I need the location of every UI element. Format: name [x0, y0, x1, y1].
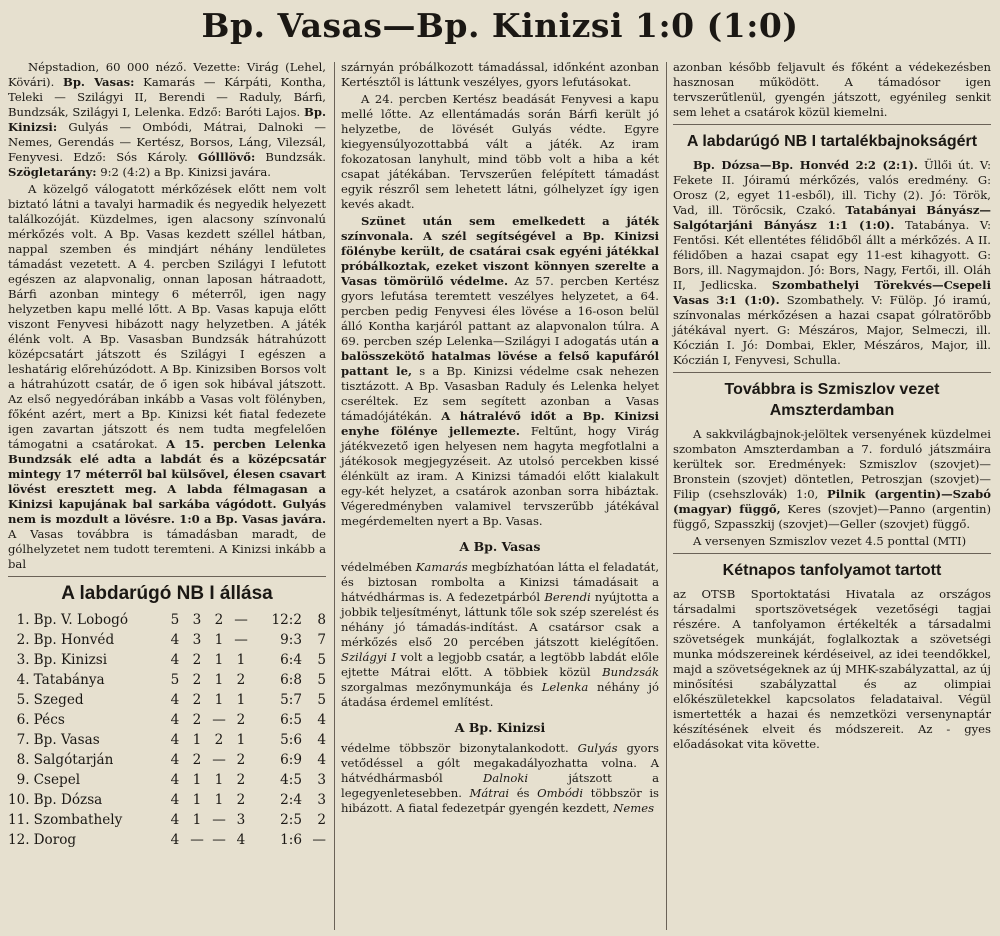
standings-cell-pts: 2 — [317, 811, 326, 828]
standings-cell-goals: 12:2 — [271, 611, 302, 628]
text-run: nyújtotta a jobbik teljesítményt, láttunk tőle sok szép szerelést és néhány jó támadás-indítást. A csatársor csak a mérkőzés első 20 percében játszott kielégítően. — [341, 590, 660, 649]
standings-cell-d: — — [212, 751, 226, 768]
text-run: Berendi — [544, 590, 591, 604]
kinizsi-review-continued — [673, 60, 991, 120]
standings-cell-pos: 9. — [16, 771, 30, 788]
standings-cell-pos: 2. — [16, 631, 30, 648]
text-run: Az 57. percben Kertész gyors lefutása teremtett veszélyes helyzetet, a 64. percben pedig Fenyvesi éles lövése a 16-oson belül álló Kontha karjáról pattant az alapvonalon túlra. A 69. percben szép Lelenka—Szilágyi I adogatás után — [341, 274, 659, 348]
course-title: Kétnapos tanfolyamot tartott — [722, 562, 942, 579]
standings-cell-d: 1 — [214, 651, 224, 668]
chess-title: Továbbra is Szmiszlov vezet Amszterdamban — [724, 381, 940, 419]
standings-cell-pos: 7. — [16, 731, 30, 748]
text-run: Népstadion, 60 000 néző. Vezette: Virág (Lehel, Kövári). — [8, 60, 326, 89]
text-run: Szombathely. V: Fülöp. Jó iramú, színvonalas mérkőzésen a hazai csapat gólratörőbb játékával nyert. G: Mészáros, Major, Selmeczi, ill. Kóczián I. Jó: Dombai, Ekler, Mészáros, Major, ill. Kóczián I, Fenyvesi, Schulla. — [673, 293, 992, 367]
text-run: Keres (szovjet)—Panno (argentin) függő, Szpasszkij (szovjet)—Geller (szovjet) függő. — [673, 502, 991, 531]
text-run: Gólllövő: — [197, 150, 256, 164]
text-run: s a Bp. Kinizsi védelme csak nehezen tisztázott. A Bp. Vasasban Raduly és Lelenka helyet cseréltek. Ez sem segített azonban a Vasas támadójátékán. — [341, 364, 660, 423]
standings-cell-d: 1 — [214, 671, 224, 688]
standings-row — [8, 710, 326, 730]
text-run: Bundzsák. — [255, 150, 326, 164]
standings-cell-w: 1 — [192, 731, 202, 748]
standings-cell-d: 1 — [214, 791, 224, 808]
chess-report — [673, 427, 991, 532]
standings-cell-team: Szeged — [33, 691, 84, 708]
text-run: szorgalmas mezőnymunkája és — [341, 680, 542, 694]
text-run: Gulyás — Ombódi, Mátrai, Dalnoki — Nemes, Gerendás — Kertész, Borsos, Láng, Vilezsál, Fenyvesi. Edző: Sós Károly. — [8, 120, 326, 164]
standings-cell-team: Bp. V. Lobogó — [33, 611, 129, 628]
text-run: az OTSB Sportoktatási Hivatala az országos társadalmi sportszövetségek vezetőségi tagjai részére. A tanfolyamon értékelték a társadalmi szövetségek munkáját, foglalkoztak a szövetségi munka módszereinek kérdéseivel, az idei teendőkkel, majd a szövetségeknek az új MHK-szabályzattal, az új minősítési szabályzattal és az olimpiai előkészületekkel kapcsolatos feladataival. Végül ismertették a hazai és nemzetközi versenynaptár készítésének elveit és módszereit. Az ‐ gyes előadásokat vita követte. — [673, 587, 991, 751]
standings-cell-goals: 1:6 — [280, 831, 302, 848]
text-run: A versenyen Szmiszlov vezet 4.5 ponttal (MTI) — [693, 534, 967, 548]
headline: Bp. Vasas—Bp. Kinizsi 1:0 (1:0) — [201, 6, 799, 45]
standings-cell-m: 4 — [170, 631, 180, 648]
standings-cell-w: 1 — [192, 771, 202, 788]
standings-cell-l: 2 — [236, 791, 246, 808]
standings-row — [8, 830, 326, 850]
text-run: Bundzsák — [602, 665, 659, 679]
standings-cell-w: 3 — [192, 611, 202, 628]
standings-cell-goals: 6:9 — [280, 751, 302, 768]
text-run: Feltűnt, hogy Virág játékvezető igen helyesen nem hagyta megfotlalni a játékosok megjegyzéseit. Az utolsó percekben kissé élénkült az iram. A Kinizsi támadói előtt kialakult egy-két helyzet, a csatárok azonban sorra hibáztak. Végeredményben valamivel tervszerűbb játékával megérdemelten nyert a Bp. Vasas. — [341, 424, 659, 528]
standings-cell-m: 4 — [170, 811, 180, 828]
standings-cell-m: 4 — [170, 691, 180, 708]
standings-cell-d: 1 — [214, 691, 224, 708]
standings-cell-goals: 6:8 — [280, 671, 302, 688]
standings-cell-pts: 3 — [317, 791, 326, 808]
text-run: szárnyán próbálkozott támadással, időnként azonban Kertésztől is láttunk veszélyes, gyors lefutásokat. — [341, 60, 659, 89]
standings-cell-l: — — [234, 611, 248, 628]
section-divider — [673, 553, 991, 554]
standings-cell-pts: 8 — [317, 611, 326, 628]
standings-cell-pts: 3 — [317, 771, 326, 788]
text-run: A közelgő válogatott mérkőzések előtt nem volt biztató látni a tavalyi harmadik és negyedik helyezett találkozóját. Küzdelmes, igen alacsony színvonalú mérkőzés volt. A Bp. Vasas kezdett széllel hátban, nappal szemben és mindjárt néhány lendületes támadást vezetett. A 4. percben Szilágyi I lefutott egészen az alapvonalig, onnan laposan hátraadott, Bárfi azonban mintegy 6 méterről, igen nagy helyzetben kapu mellé lőtt. A Bp. Vasas kapuja előtt viszont Fenyvesi hibázott nagy helyzetben. A játék élénk volt. A Bp. Vasasban Bundzsák hátrahúzott középcsatárt játszott és Szilágyi I egészen a leshatárig előrehúzódott. A Bp. Kinizsiben Borsos volt a hátrahúzott csatár, de ő igen sok hibával játszott. Az első negyedórában inkább a Vasas volt fölényben, főként azért, mert a Bp. Kinizsi két fiatal fedezete igen zavartan játszott és nem tudta megfelelően támogatni a csatárokat. — [8, 182, 326, 451]
standings-cell-l: 2 — [236, 751, 246, 768]
standings-cell-l: 4 — [236, 831, 246, 848]
standings-cell-w: 2 — [192, 751, 202, 768]
column-1 — [8, 60, 326, 850]
standings-cell-w: 3 — [192, 631, 202, 648]
standings-row — [8, 690, 326, 710]
report-paragraph-2 — [341, 92, 659, 212]
standings-cell-l: 1 — [236, 651, 246, 668]
match-report — [8, 182, 326, 572]
standings-cell-d: 1 — [214, 631, 224, 648]
text-run: Szombathelyi Törekvés—Csepeli Vasas 3:1 (1:0). — [673, 278, 991, 307]
standings-title: A labdarúgó NB I állása — [61, 583, 273, 604]
standings-cell-pts: 5 — [317, 651, 326, 668]
standings-cell-pts: 5 — [317, 671, 326, 688]
standings-cell-team: Pécs — [33, 711, 65, 728]
text-run: Mátrai — [469, 786, 510, 800]
text-run: gyors vetődéssel a gólt megakadályozhatta volna. A hátvédhármasból — [341, 741, 659, 785]
standings-cell-goals: 5:7 — [280, 691, 302, 708]
column-2 — [341, 60, 659, 818]
text-run: 9:2 (4:2) a Bp. Kinizsi javára. — [96, 165, 271, 179]
standings-cell-team: Bp. Kinizsi — [33, 651, 108, 668]
text-run: Tatabányai Bányász—Salgótarjáni Bányász 1:1 (1:0). — [673, 203, 991, 232]
text-run: Szünet után sem emelkedett a játék színvonala. A szél segítségével a Bp. Kinizsi fölénybe került, de csatárai csak egyéni játékkal próbálkoztak, ezeket viszont könnyen szerelte a Vasas tömörülő védelme. — [341, 214, 659, 288]
reserve-league-results — [673, 158, 991, 368]
standings-cell-pos: 10. — [8, 791, 30, 808]
text-run: Szögletarány: — [8, 165, 97, 179]
standings-cell-l: 2 — [236, 771, 246, 788]
standings-cell-l: 1 — [236, 731, 246, 748]
standings-cell-goals: 9:3 — [280, 631, 302, 648]
standings-cell-goals: 5:6 — [280, 731, 302, 748]
kinizsi-review — [341, 741, 659, 816]
standings-cell-w: — — [190, 831, 204, 848]
chess-standing — [673, 534, 991, 549]
match-details — [8, 60, 326, 180]
standings-cell-m: 4 — [170, 831, 180, 848]
standings-cell-pos: 4. — [16, 671, 30, 688]
standings-cell-m: 5 — [170, 671, 180, 688]
standings-cell-w: 2 — [192, 671, 202, 688]
text-run: Üllői út. V: Fekete II. Jóiramú mérkőzés, valós eredmény. G: Orosz (2, egyet 11-esből), ill. Tichy (2). Jó: Török, Vad, ill. Törőcsik, Czakó. — [673, 158, 991, 217]
standings-cell-pos: 1. — [16, 611, 30, 628]
text-run: A hátralévő időt a Bp. Kinizsi enyhe fölénye jellemezte. — [341, 409, 659, 438]
standings-cell-pos: 8. — [16, 751, 30, 768]
standings-cell-team: Bp. Honvéd — [33, 631, 115, 648]
text-run: A 15. percben Lelenka Bundzsák elé adta a labdát és a középcsatár mintegy 17 méterről bal külsővel, élesen csavart lövést eresztett meg. A labda félmagasan a Kinizsi kapujának bal sarkába vágódott. Gulyás nem is mozdult a lövésre. 1:0 a Bp. Vasas javára. — [8, 437, 326, 526]
standings-cell-pts: 4 — [317, 731, 326, 748]
subheading-vasas: A Bp. Vasas — [459, 539, 541, 554]
standings-cell-team: Bp. Dózsa — [33, 791, 103, 808]
standings-cell-m: 4 — [170, 751, 180, 768]
column-3 — [673, 60, 991, 754]
standings-cell-team: Dorog — [33, 831, 77, 848]
column-rule-2 — [666, 62, 667, 930]
section-divider — [8, 576, 326, 577]
text-run: Bp. Kinizsi: — [8, 105, 326, 134]
standings-cell-d: — — [212, 831, 226, 848]
standings-cell-l: 3 — [236, 811, 246, 828]
standings-cell-l: — — [234, 631, 248, 648]
standings-row — [8, 790, 326, 810]
text-run: játszott a legegyenletesebben. — [341, 771, 659, 800]
standings-cell-goals: 6:4 — [280, 651, 302, 668]
text-run: néhány jó átadása érdemel említést. — [341, 680, 659, 709]
standings-cell-d: 2 — [214, 731, 224, 748]
standings-row — [8, 610, 326, 630]
vasas-review — [341, 560, 659, 710]
text-run: Bp. Vasas: — [63, 75, 135, 89]
standings-cell-team: Csepel — [33, 771, 81, 788]
standings-cell-pts: — — [312, 831, 326, 848]
standings-cell-m: 4 — [170, 771, 180, 788]
text-run: A Vasas továbbra is támadásban maradt, de gólhelyzetet nem tudott teremteni. A Kinizsi inkább a bal — [8, 527, 326, 571]
course-report — [673, 587, 991, 752]
standings-cell-pos: 12. — [8, 831, 30, 848]
text-run: Kamarás — [415, 560, 468, 574]
text-run: volt a legjobb csatár, a legtöbb labdát előle ejtette Mátrai előtt. A többiek közül — [341, 650, 659, 679]
report-paragraph-3 — [341, 214, 659, 529]
text-run: Szilágyi I — [341, 650, 397, 664]
standings-cell-l: 2 — [236, 671, 246, 688]
text-run: védelmében — [341, 560, 416, 574]
standings-cell-pts: 4 — [317, 711, 326, 728]
standings-cell-m: 4 — [170, 731, 180, 748]
section-divider — [673, 124, 991, 125]
standings-cell-goals: 2:4 — [280, 791, 302, 808]
standings-cell-pos: 5. — [16, 691, 30, 708]
standings-cell-goals: 2:5 — [280, 811, 302, 828]
standings-row — [8, 770, 326, 790]
text-run: azonban később feljavult és főként a védekezésben hasznosan működött. A támadósor igen tervszerűtlenül, gyengén játszott, egyénileg senkit sem lehet a csatárok közül kiemelni. — [673, 60, 991, 119]
standings-cell-m: 5 — [170, 611, 180, 628]
standings-cell-d: 2 — [214, 611, 224, 628]
text-run: Dalnoki — [482, 771, 529, 785]
text-run: Gulyás — [577, 741, 618, 755]
standings-cell-m: 4 — [170, 711, 180, 728]
text-run: Bp. Dózsa—Bp. Honvéd 2:2 (2:1). — [693, 158, 918, 172]
standings-cell-team: Tatabánya — [33, 671, 105, 688]
standings-table — [8, 610, 326, 850]
text-run: és — [509, 786, 538, 800]
section-divider — [673, 372, 991, 373]
text-run: A 24. percben Kertész beadását Fenyvesi a kapu mellé lőtte. Az ellentámadás során Bárfi került jó helyzetbe, de lövését Gulyás védte. Egyre kiegyensúlyozottabbá vált a játék. Az iram fokozatosan lanyhult, mind több volt a hiba a két csapat játékában. Tervszerűen felépített támadást egyik részről sem lehetett látni, gólhelyzet így igen kevés akadt. — [341, 92, 659, 211]
standings-row — [8, 630, 326, 650]
standings-cell-pts: 5 — [317, 691, 326, 708]
standings-cell-l: 1 — [236, 691, 246, 708]
column-rule-1 — [334, 62, 335, 930]
text-run: többször is hibázott. A fiatal fedezetpár gyengén kezdett, — [341, 786, 660, 815]
standings-cell-d: — — [212, 711, 226, 728]
standings-cell-d: 1 — [214, 771, 224, 788]
text-run: Ombódi — [537, 786, 584, 800]
standings-cell-team: Salgótarján — [33, 751, 114, 768]
text-run: megbízhatóan látta el feladatát, és biztosan rombolta a Kinizsi támadásait a hátvédhármas is. A fedezetpárból — [341, 560, 659, 604]
standings-cell-l: 2 — [236, 711, 246, 728]
standings-cell-m: 4 — [170, 651, 180, 668]
standings-cell-m: 4 — [170, 791, 180, 808]
text-run: Pilnik (argentin)—Szabó (magyar) függő, — [673, 487, 991, 516]
standings-cell-team: Szombathely — [33, 811, 123, 828]
standings-cell-w: 1 — [192, 791, 202, 808]
reserve-league-title: A labdarúgó NB I tartalékbajnokságért — [686, 133, 978, 150]
text-run: Nemes — [613, 801, 655, 815]
standings-cell-w: 2 — [192, 711, 202, 728]
standings-cell-pts: 7 — [317, 631, 326, 648]
text-run: A sakkvilágbajnok-jelöltek versenyének küzdelmei szombaton Amszterdamban a 7. forduló játszmáira kerültek sor. Eredmények: Szmiszlov (szovjet)—Bronstein (szovjet) döntetlen, Petroszjan (szovjet)—Filip (csehszlovák) 1:0, — [673, 427, 991, 501]
text-run: Lelenka — [541, 680, 589, 694]
standings-cell-goals: 4:5 — [280, 771, 302, 788]
standings-cell-w: 2 — [192, 651, 202, 668]
standings-cell-pos: 3. — [16, 651, 30, 668]
standings-cell-d: — — [212, 811, 226, 828]
standings-cell-w: 2 — [192, 691, 202, 708]
standings-cell-pos: 6. — [16, 711, 30, 728]
text-run: Tatabánya. V: Fentősi. Két ellentétes félidőből állt a mérkőzés. A II. félidőben a hazai csapat egy 11-est kihagyott. G: Bors, ill. Nagymajdon. Jó: Bors, Nagy, Fertői, ill. Oláh II, Jedlicska. — [673, 218, 991, 292]
text-run: Kamarás — Kárpáti, Kontha, Teleki — Szilágyi II, Berendi — Raduly, Bárfi, Bundzsák, Szilágyi I, Lelenka. Edző: Baróti Lajos. — [8, 75, 326, 119]
report-continued — [341, 60, 659, 90]
standings-cell-pts: 4 — [317, 751, 326, 768]
standings-row — [8, 670, 326, 690]
subheading-kinizsi: A Bp. Kinizsi — [454, 720, 546, 735]
standings-cell-w: 1 — [192, 811, 202, 828]
standings-row — [8, 730, 326, 750]
standings-row — [8, 810, 326, 830]
text-run: a balösszekötő hatalmas lövése a felső kapufáról pattant le, — [341, 334, 659, 378]
text-run: védelme többször bizonytalankodott. — [341, 741, 578, 755]
standings-row — [8, 750, 326, 770]
standings-cell-goals: 6:5 — [280, 711, 302, 728]
standings-cell-pos: 11. — [8, 811, 30, 828]
standings-cell-team: Bp. Vasas — [33, 731, 100, 748]
standings-row — [8, 650, 326, 670]
